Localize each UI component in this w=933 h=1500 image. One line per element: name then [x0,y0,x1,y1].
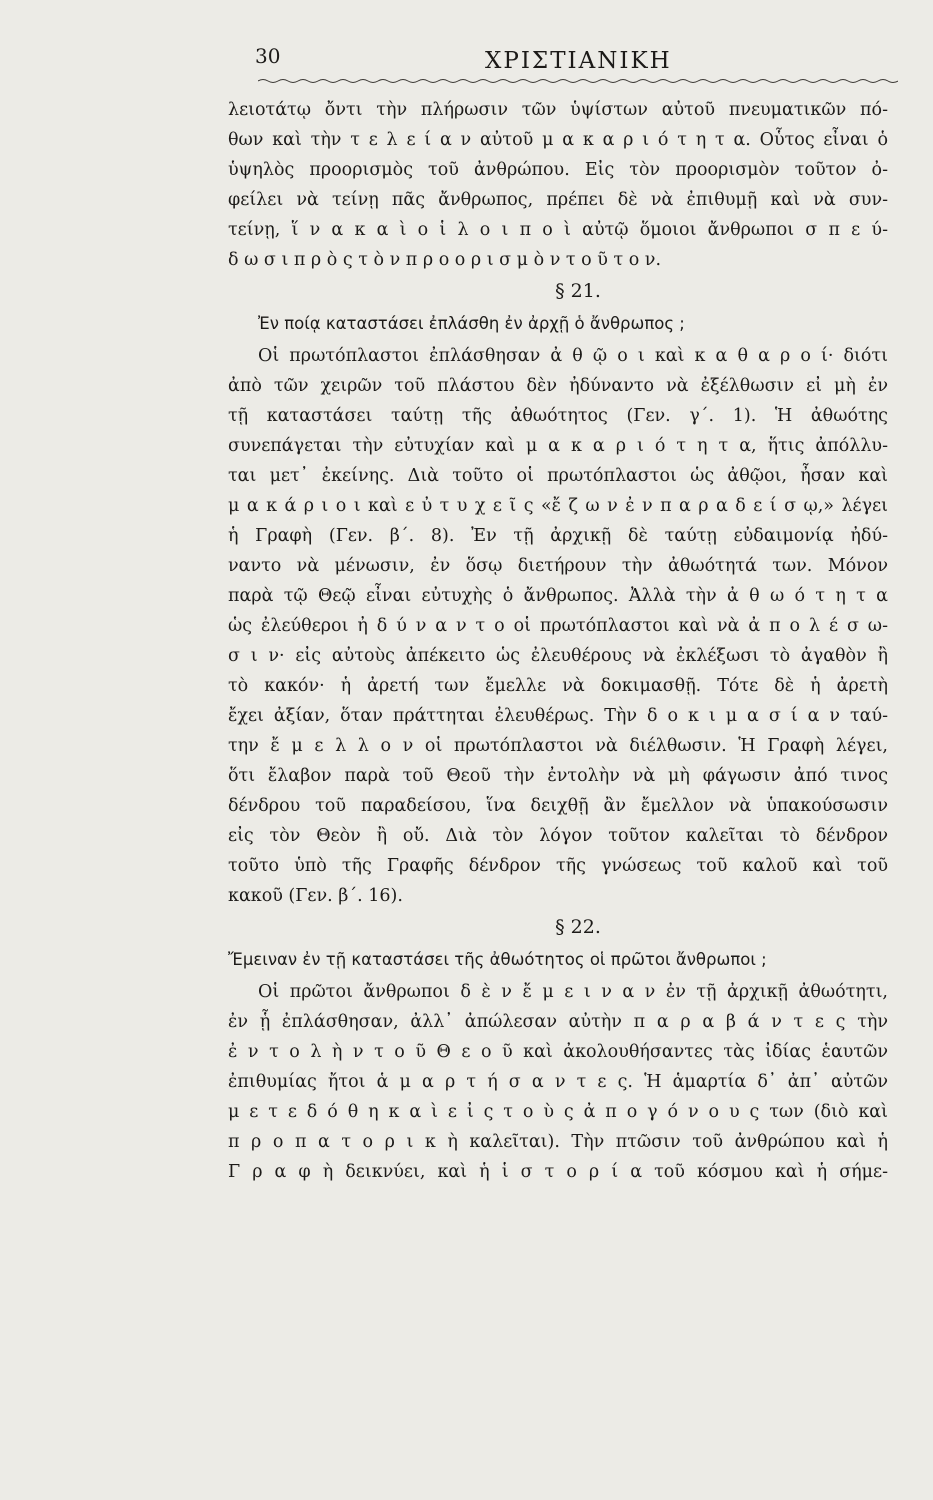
text-line: ἔχει ἀξίαν, ὅταν πράττηται ἐλευθέρως. Τὴν δ ο κ ι μ α σ ί α ν ταύ- [228,706,888,726]
header-wavy-rule [258,78,898,84]
text-line: τοῦτο ὑπὸ τῆς Γραφῆς δένδρον τῆς γνώσεως τοῦ καλοῦ καὶ τοῦ [228,856,888,876]
text-line: κακοῦ (Γεν. β΄. 16). [228,886,403,906]
text-line: Γ ρ α φ ὴ δεικνύει, καὶ ἡ ἱ σ τ ο ρ ί α τοῦ κόσμου καὶ ἡ σήμε- [228,1162,888,1182]
text-line: συνεπάγεται τὴν εὐτυχίαν καὶ μ α κ α ρ ι ό τ η τ α, ἥτις ἀπόλλυ- [228,436,888,456]
text-line: δ ω σ ι π ρ ὸ ς τ ὸ ν π ρ ο ο ρ ι σ μ ὸ ν τ ο ῦ τ ο ν. [228,250,662,270]
paragraph-22 [228,977,888,1187]
text-line: ἀπὸ τῶν χειρῶν τοῦ πλάστου δὲν ἠδύναντο νὰ ἐξέλθωσιν εἰ μὴ ἐν [228,376,888,396]
text-line: Οἱ πρῶτοι ἄνθρωποι δ ὲ ν ἔ μ ε ι ν α ν ἐν τῇ ἀρχικῇ ἀθωότητι, [258,982,888,1002]
running-title: ΧΡΙΣΤΙΑΝΙΚΗ [485,48,672,74]
section-heading-22: § 22. [555,916,601,938]
text-line: ὅτι ἔλαβον παρὰ τοῦ Θεοῦ τὴν ἐντολὴν νὰ μὴ φάγωσιν ἀπό τινος [228,766,888,786]
text-line: σ ι ν· εἰς αὐτοὺς ἀπέκειτο ὡς ἐλευθέρους νὰ ἐκλέξωσι τὸ ἀγαθὸν ἢ [228,646,888,666]
paragraph-intro [228,95,888,275]
text-line: ὡς ἐλεύθεροι ἠ δ ύ ν α ν τ ο οἱ πρωτόπλαστοι καὶ νὰ ἀ π ο λ έ σ ω- [228,616,888,636]
section-question-21: Ἐν ποίᾳ καταστάσει ἐπλάσθη ἐν ἀρχῇ ὁ ἄνθρωπος ; [258,314,685,333]
text-line: εἰς τὸν Θεὸν ἢ οὔ. Διὰ τὸν λόγον τοῦτον καλεῖται τὸ δένδρον [228,826,888,846]
text-line: ἐ ν τ ο λ ὴ ν τ ο ῦ Θ ε ο ῦ καὶ ἀκολουθήσαντες τὰς ἰδίας ἑαυτῶν [228,1042,888,1062]
page-header [0,38,933,78]
section-question-22: Ἔμειναν ἐν τῇ καταστάσει τῆς ἀθωότητος οἱ πρῶτοι ἄνθρωποι ; [228,950,767,969]
text-line: ἐπιθυμίας ἤτοι ἁ μ α ρ τ ή σ α ν τ ε ς. Ἡ ἁμαρτία δ᾽ ἀπ᾽ αὐτῶν [228,1072,888,1092]
text-line: ναντο νὰ μένωσιν, ἐν ὅσῳ διετήρουν τὴν ἀθωότητά των. Μόνον [228,556,888,576]
text-line: Οἱ πρωτόπλαστοι ἐπλάσθησαν ἀ θ ῷ ο ι καὶ κ α θ α ρ ο ί· διότι [258,346,888,366]
page-body [228,95,888,1187]
text-line: μ ε τ ε δ ό θ η κ α ὶ ε ἰ ς τ ο ὺ ς ἀ π ο γ ό ν ο υ ς των (διὸ καὶ [228,1102,888,1122]
text-line: ὑψηλὸς προορισμὸς τοῦ ἀνθρώπου. Εἰς τὸν προορισμὸν τοῦτον ὀ- [228,160,888,180]
paragraph-21 [228,341,888,911]
text-line: τείνῃ, ἵ ν α κ α ὶ ο ἱ λ ο ι π ο ὶ αὐτῷ ὅμοιοι ἄνθρωποι σ π ε ύ- [228,220,888,240]
text-line: ἐν ᾗ ἐπλάσθησαν, ἀλλ᾽ ἀπώλεσαν αὐτὴν π α ρ α β ά ν τ ε ς τὴν [228,1012,888,1032]
text-line: τῇ καταστάσει ταύτῃ τῆς ἀθωότητος (Γεν. γ΄. 1). Ἡ ἀθωότης [228,406,888,426]
text-line: παρὰ τῷ Θεῷ εἶναι εὐτυχὴς ὁ ἄνθρωπος. Ἀλλὰ τὴν ἀ θ ω ό τ η τ α [228,586,888,606]
text-line: ται μετ᾽ ἐκείνης. Διὰ τοῦτο οἱ πρωτόπλαστοι ὡς ἀθῷοι, ἦσαν καὶ [228,466,888,486]
text-line: δένδρου τοῦ παραδείσου, ἵνα δειχθῇ ἂν ἔμελλον νὰ ὑπακούσωσιν [228,796,888,816]
text-line: λειοτάτῳ ὄντι τὴν πλήρωσιν τῶν ὑψίστων αὐτοῦ πνευματικῶν πό- [228,100,888,120]
text-line: μ α κ ά ρ ι ο ι καὶ ε ὐ τ υ χ ε ῖ ς «ἔ ζ ω ν ἐ ν π α ρ α δ ε ί σ ῳ,» λέγει [228,496,888,516]
text-line: τὸ κακόν· ἡ ἀρετή των ἔμελλε νὰ δοκιμασθῇ. Τότε δὲ ἡ ἀρετὴ [228,676,888,696]
section-heading-21: § 21. [555,280,601,302]
text-line: θων καὶ τὴν τ ε λ ε ί α ν αὐτοῦ μ α κ α ρ ι ό τ η τ α. Οὗτος εἶναι ὁ [228,130,888,150]
page-number: 30 [255,44,281,68]
text-line: φείλει νὰ τείνῃ πᾶς ἄνθρωπος, πρέπει δὲ νὰ ἐπιθυμῇ καὶ νὰ συν- [228,190,888,210]
text-line: π ρ ο π α τ ο ρ ι κ ὴ καλεῖται). Τὴν πτῶσιν τοῦ ἀνθρώπου καὶ ἡ [228,1132,888,1152]
text-line: την ἔ μ ε λ λ ο ν οἱ πρωτόπλαστοι νὰ διέλθωσιν. Ἡ Γραφὴ λέγει, [228,736,888,756]
text-line: ἡ Γραφὴ (Γεν. β΄. 8). Ἐν τῇ ἀρχικῇ δὲ ταύτῃ εὐδαιμονίᾳ ἠδύ- [228,526,888,546]
